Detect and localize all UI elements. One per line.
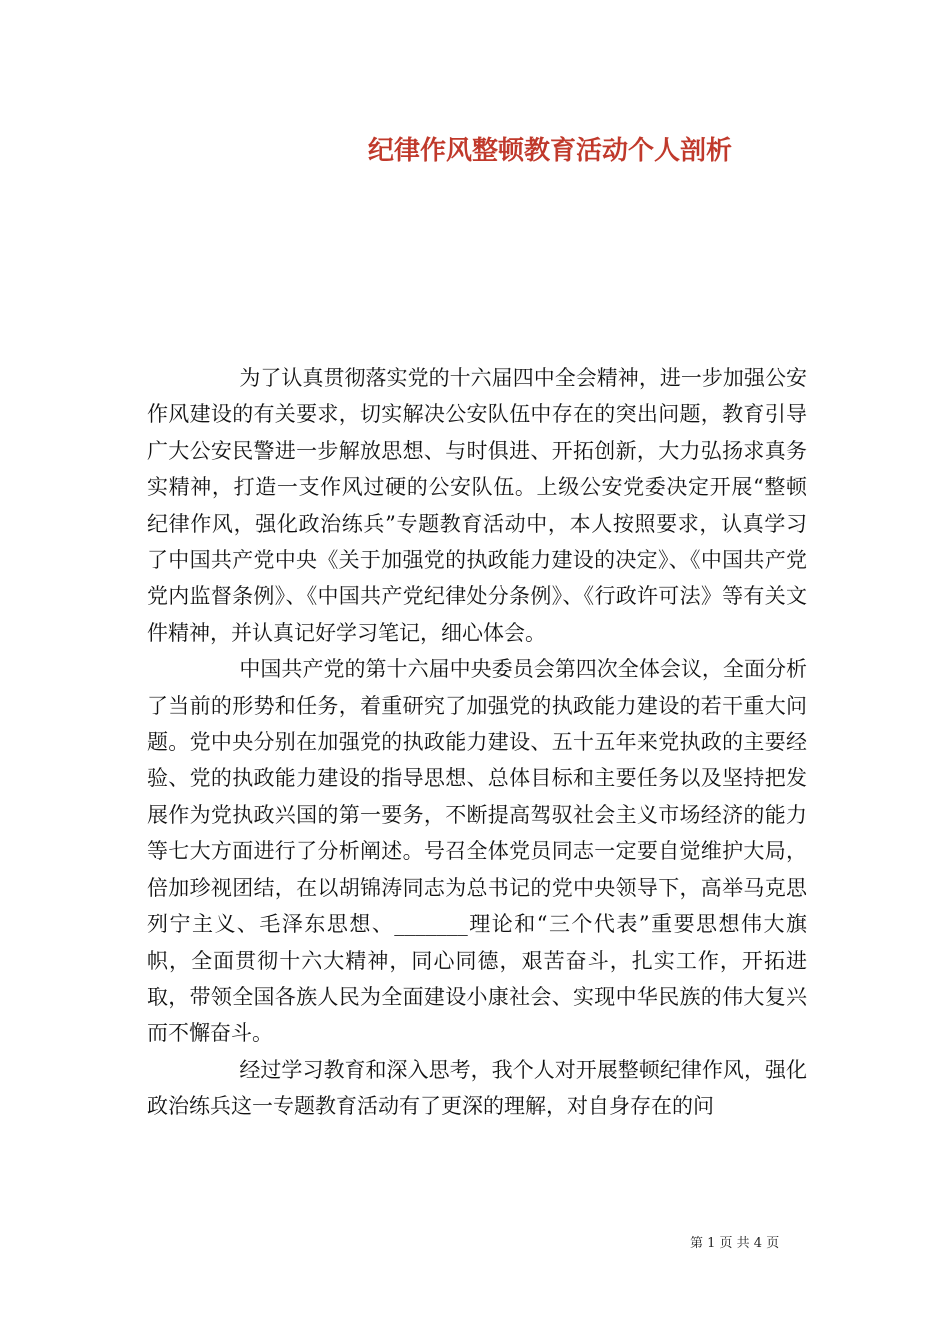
paragraph-3: 经过学习教育和深入思考，我个人对开展整顿纪律作风，强化政治练兵这一专题教育活动有了更深的理解，对自身存在的问 [147,1057,807,1119]
paragraph-1: 为了认真贯彻落实党的十六届四中全会精神，进一步加强公安作风建设的有关要求，切实解决公安队伍中存在的突出问题，教育引导广大公安民警进一步解放思想、与时俱进、开拓创新，大力弘扬求真务实精神，打造一支作风过硬的公安队伍。上级公安党委决定开展“整顿纪律作风，强化政治练兵”专题教育活动中，本人按照要求，认真学习了中国共产党中央《关于加强党的执政能力建设的决定》、《中国共产党党内监督条例》、《中国共产党纪律处分条例》、《行政许可法》等有关文件精神，并认真记好学习笔记，细心体会。 [147,366,807,645]
paragraph-2: 中国共产党的第十六届中央委员会第四次全体会议，全面分析了当前的形势和任务，着重研究了加强党的执政能力建设的若干重大问题。党中央分别在加强党的执政能力建设、五十五年来党执政的主要经验、党的执政能力建设的指导思想、总体目标和主要任务以及坚持把发展作为党执政兴国的第一要务，不断提高驾驭社会主义市场经济的能力等七大方面进行了分析阐述。号召全体党员同志一定要自觉维护大局，倍加珍视团结，在以胡锦涛同志为总书记的党中央领导下，高举马克思列宁主义、毛泽东思想、_______理论和“三个代表”重要思想伟大旗帜，全面贯彻十六大精神，同心同德，艰苦奋斗，扎实工作，开拓进取，带领全国各族人民为全面建设小康社会、实现中华民族的伟大复兴而不懈奋斗。 [147,657,807,1046]
document-title: 纪律作风整顿教育活动个人剖析 [367,136,732,166]
page-number-footer: 第 1 页 共 4 页 [690,1236,780,1251]
document-body [147,360,807,1125]
